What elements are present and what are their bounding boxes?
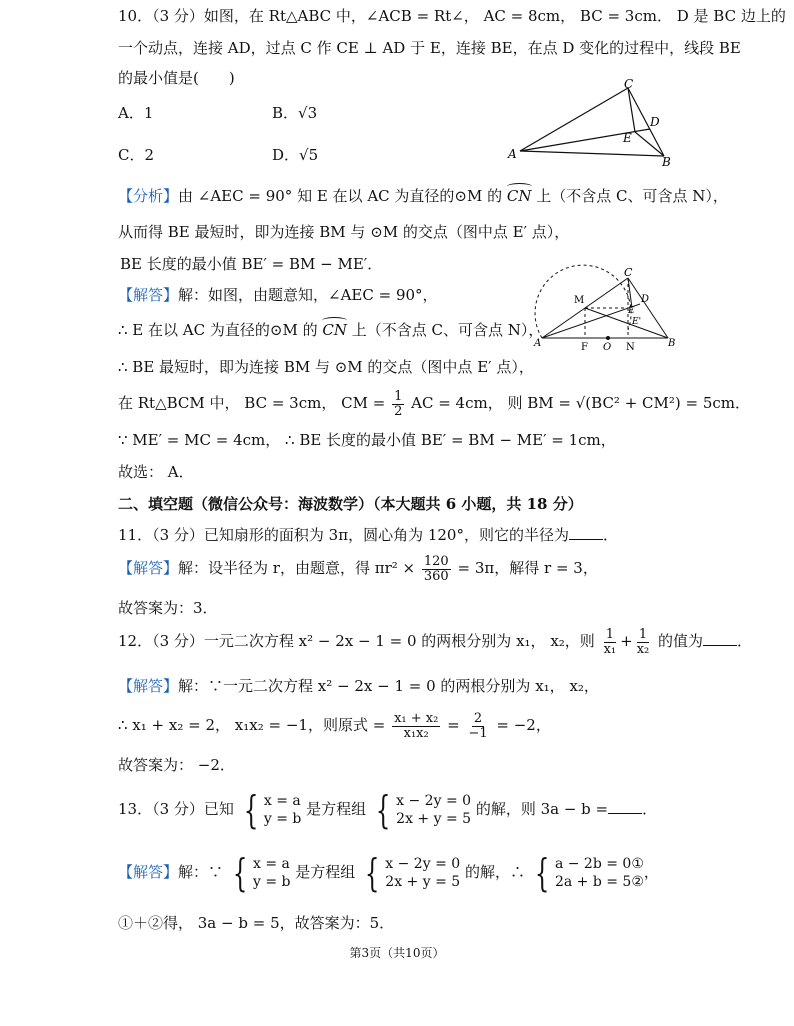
q10-stem-line3: 的最小值是( )	[118, 69, 235, 87]
q12-frac-2	[635, 628, 652, 657]
fraction-half	[392, 390, 404, 419]
q11-answer-text-b: = 3π，解得 r = 3，	[457, 559, 598, 577]
q10-answer-line4	[118, 388, 750, 419]
q13-sys1-row2: y = b	[263, 811, 302, 827]
fig2-label-n: N	[626, 342, 635, 353]
q10-answer-line5: ∵ ME′ = MC = 4cm， ∴ BE 长度的最小值 BE′ = BM − ME′ = 1cm，	[118, 431, 616, 449]
fraction-half-den: 2	[394, 403, 403, 419]
q10-stem-line2: 一个动点，连接 AD，过点 C 作 CE ⊥ AD 于 E，连接 BE，在点 D 变化的过程中，线段 BE	[118, 39, 741, 57]
answer-text-4a: 在 Rt△BCM 中， BC = 3cm， CM =	[118, 394, 386, 412]
fig2-label-d: D	[641, 294, 650, 305]
q13-answer	[118, 851, 659, 895]
q10-option-a: A．1	[118, 104, 154, 122]
q11-stem-text: 11．（3 分）已知扇形的面积为 3π，圆心角为 120°，则它的半径为	[118, 526, 569, 544]
q12-frac-3-den: x₁x₂	[403, 725, 429, 741]
q10-option-d-value: √5	[299, 146, 319, 164]
q13-stem	[118, 788, 658, 832]
q11-answer-text-a: 解：设半径为 r，由题意，得 πr² ×	[178, 559, 416, 577]
q11-fraction	[422, 555, 451, 584]
q10-analysis-line1	[118, 186, 728, 206]
q13-ans-sys1-row2: y = b	[253, 874, 291, 890]
fig2-label-f: F	[581, 342, 588, 353]
q12-answer-tag: 【解答】	[118, 677, 179, 695]
q13-answer-tag: 【解答】	[118, 863, 179, 881]
q11-answer	[118, 553, 598, 584]
answer-text-2: ∴ E 在以 AC 为直径的⊙M 的	[118, 321, 318, 339]
q13-ans-sys1-row1: x = a	[253, 856, 290, 872]
fraction-half-num: 1	[394, 388, 403, 404]
q10-figure-triangle	[500, 76, 686, 168]
fig1-label-c: C	[624, 77, 634, 91]
q13-answer-system-3: { a − 2b = 0① 2a + b = 5②	[534, 851, 644, 895]
q13-stem-end: ．	[642, 800, 658, 818]
q10-figure-circle	[528, 258, 684, 354]
q10-analysis-line2: 从而得 BE 最短时，即为连接 BM 与 ⊙M 的交点（图中点 E′ 点），	[118, 223, 570, 241]
q13-blank	[608, 799, 642, 814]
q13-sys2-row2: 2x + y = 5	[396, 811, 472, 827]
q12-frac-1-num: 1	[605, 626, 614, 642]
q12-stem-text-a: 12．（3 分）一元二次方程 x² − 2x − 1 = 0 的两根分别为 x₁， x₂，则	[118, 632, 595, 650]
q13-answer-text-d: ，	[643, 863, 659, 881]
answer-tag: 【解答】	[118, 286, 179, 304]
fig1-label-d: D	[650, 115, 660, 129]
q12-answer-line2	[118, 708, 551, 742]
q13-answer-text-b: 是方程组	[295, 863, 356, 881]
q12-stem-text-b: 的值为	[658, 632, 704, 650]
q10-answer-line3: ∴ BE 最短时，即为连接 BM 与 ⊙M 的交点（图中点 E′ 点），	[118, 358, 534, 376]
q10-stem-line1: 10．（3 分）如图，在 Rt△ABC 中，∠ACB = Rt∠， AC = 8cm， BC = 3cm． D 是 BC 边上的	[118, 7, 786, 25]
q13-result: ①＋②得， 3a − b = 5，故答案为：5．	[118, 914, 395, 932]
fig2-label-e-prime: E'	[632, 317, 642, 327]
q10-option-b	[272, 103, 317, 123]
q12-blank	[703, 631, 737, 646]
q10-answer-line1	[118, 285, 438, 305]
q13-ans-sys2-row1: x − 2y = 0	[385, 856, 461, 872]
q12-result: 故答案为： −2．	[118, 756, 235, 774]
fig2-label-m: M	[574, 295, 585, 306]
q11-fraction-den: 360	[423, 568, 449, 584]
analysis-text-1: 由 ∠AEC = 90° 知 E 在以 AC 为直径的⊙M 的	[178, 187, 503, 205]
q12-frac-1-den: x₁	[603, 641, 617, 657]
q12-frac-4	[466, 712, 489, 741]
arc-cn-2: CN	[322, 321, 347, 339]
q11-fraction-num: 120	[423, 553, 449, 569]
q13-stem-text-b: 是方程组	[306, 800, 367, 818]
q12-stem-end: ．	[737, 632, 753, 650]
q12-answer-line1	[118, 676, 599, 696]
analysis-tag: 【分析】	[118, 187, 179, 205]
q12-frac-4-num: 2	[473, 710, 483, 726]
q12-frac-4-den: −1	[468, 725, 488, 741]
q11-answer-tag: 【解答】	[118, 559, 179, 577]
q11-stem-end: ．	[602, 526, 618, 544]
q12-frac-2-num: 1	[638, 626, 648, 642]
page-footer: 第3页（共10页）	[349, 946, 445, 960]
q12-stem	[118, 626, 752, 657]
q10-option-b-prefix: B．	[272, 104, 299, 122]
q12-frac-3	[392, 712, 440, 741]
q12-equals: =	[447, 716, 460, 734]
q13-answer-system-2: { x − 2y = 0 2x + y = 5	[364, 851, 461, 895]
q10-answer-line2	[118, 320, 543, 340]
q13-answer-text-a: 解：∵	[178, 863, 224, 881]
q13-sys1-row1: x = a	[263, 793, 301, 809]
fig1-label-b: B	[662, 155, 671, 168]
q13-ans-sys2-row2: 2x + y = 5	[385, 874, 461, 890]
q13-stem-text-a: 13．（3 分）已知	[118, 800, 234, 818]
q13-sys3-row2: 2a + b = 5②	[554, 874, 644, 890]
q13-sys3-row1: a − 2b = 0①	[554, 856, 644, 872]
q13-answer-text-c: 的解，∴	[464, 863, 525, 881]
q10-analysis-line3: BE 长度的最小值 BE′ = BM − ME′．	[120, 255, 383, 273]
q10-option-d	[272, 145, 318, 165]
q12-frac-2-den: x₂	[636, 641, 650, 657]
q10-option-d-prefix: D．	[272, 146, 300, 164]
q11-blank	[569, 525, 603, 540]
answer-text-4b: AC = 4cm， 则 BM = √(BC² + CM²) = 5cm．	[411, 394, 751, 412]
fig2-label-a: A	[534, 338, 542, 349]
q11-result: 故答案为：3．	[118, 599, 218, 617]
q13-system-2: { x − 2y = 0 2x + y = 5	[375, 788, 472, 832]
fig2-label-c: C	[624, 266, 633, 279]
q12-frac-1	[602, 628, 619, 657]
q10-option-c: C．2	[118, 146, 155, 164]
q12-answer-text-1: 解：∵一元二次方程 x² − 2x − 1 = 0 的两根分别为 x₁， x₂，	[178, 677, 599, 695]
q10-choice: 故选： A．	[118, 463, 194, 481]
arc-cn: CN	[506, 187, 532, 205]
q12-answer-text-2a: ∴ x₁ + x₂ = 2， x₁x₂ = −1，则原式 =	[118, 716, 386, 734]
fig2-label-o: O	[603, 342, 612, 353]
answer-text-2b: 上（不含点 C、可含点 N），	[346, 321, 544, 339]
q12-answer-text-2b: = −2，	[496, 716, 551, 734]
q13-answer-system-1: { x = a y = b	[232, 851, 291, 895]
q13-system-1: { x = a y = b	[243, 788, 302, 832]
q13-stem-text-c: 的解，则 3a − b =	[475, 800, 609, 818]
q12-plus: +	[620, 632, 633, 650]
analysis-text-1b: 上（不含点 C、可含点 N），	[531, 187, 728, 205]
fig1-label-e: E	[623, 131, 632, 145]
q10-option-b-value: √3	[298, 104, 318, 122]
answer-text-1: 解：如图，由题意知，∠AEC = 90°，	[178, 286, 438, 304]
fig1-label-a: A	[508, 147, 517, 161]
fig2-label-b: B	[668, 338, 676, 349]
section2-heading: 二、填空题（微信公众号：海波数学）（本大题共 6 小题，共 18 分）	[118, 495, 583, 513]
fig2-label-e: E	[628, 306, 635, 316]
q12-frac-3-num: x₁ + x₂	[394, 710, 439, 726]
q11-stem	[118, 525, 618, 545]
q13-sys2-row1: x − 2y = 0	[396, 793, 472, 809]
